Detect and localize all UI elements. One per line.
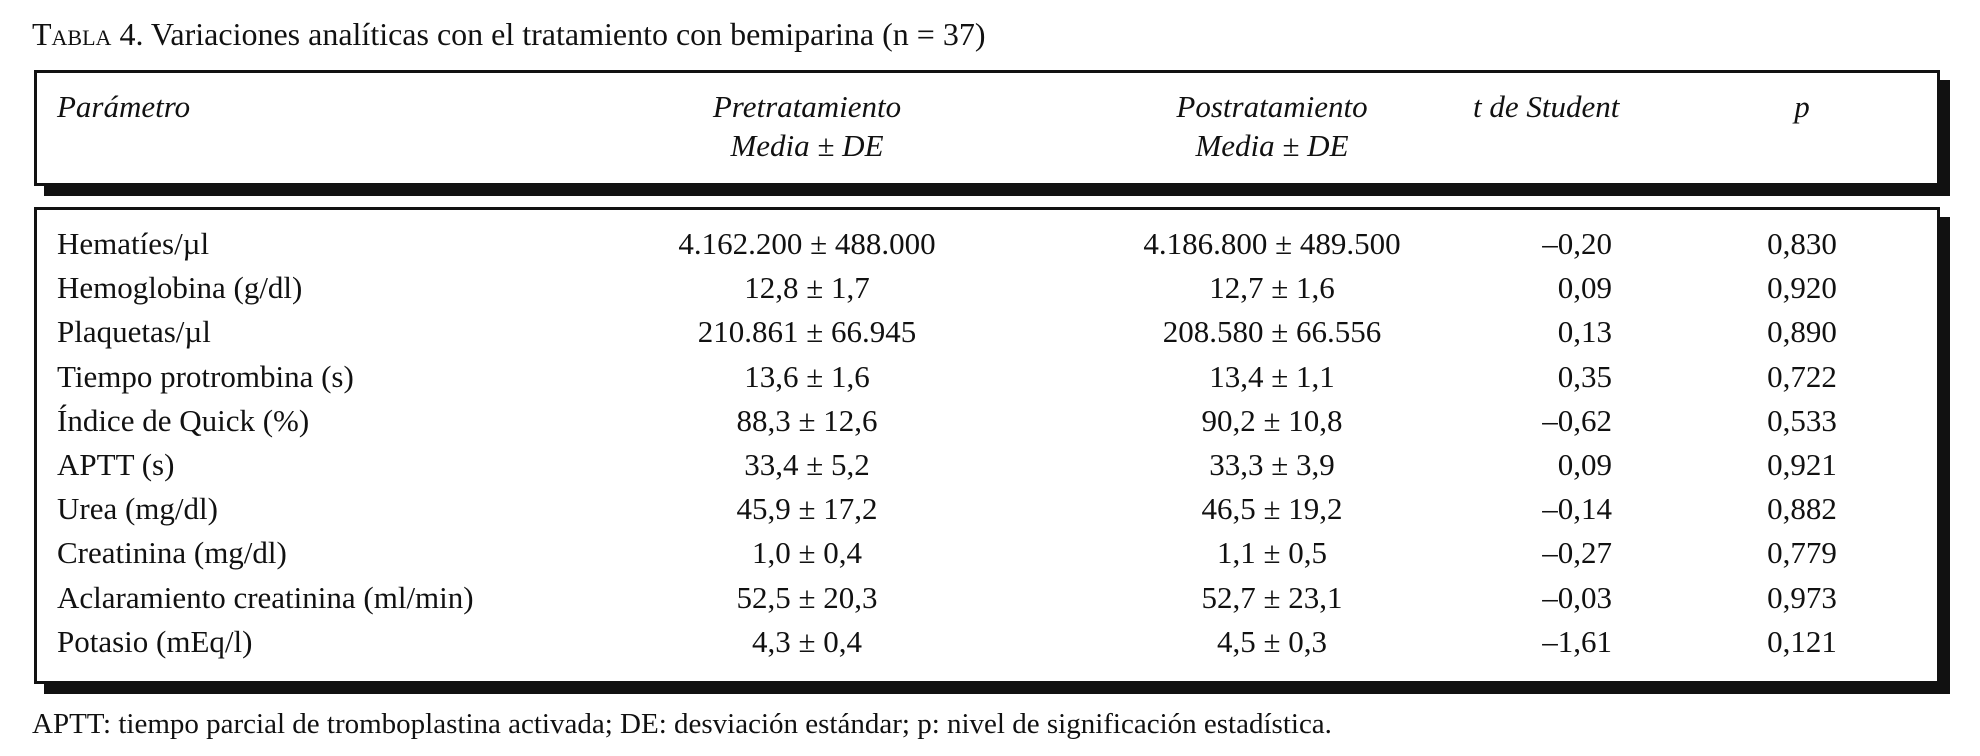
cell-posttreatment: 12,7 ± 1,6 — [1209, 270, 1335, 306]
cell-posttreatment: 52,7 ± 23,1 — [1201, 579, 1343, 615]
cell-parameter: Hematíes/µl — [57, 226, 210, 261]
cell-pretreatment: 45,9 ± 17,2 — [736, 491, 878, 527]
cell-parameter: Tiempo protrombina (s) — [57, 358, 354, 394]
cell-t-student: –0,14 — [1542, 491, 1612, 527]
cell-pretreatment: 4.162.200 ± 488.000 — [678, 226, 936, 261]
cell-p-value: 0,890 — [1767, 314, 1837, 350]
table-caption-text: 4. Variaciones analíticas con el tratamiento con bemiparina (n = 37) — [111, 16, 986, 52]
cell-t-student: –1,61 — [1542, 623, 1612, 659]
cell-p-value: 0,779 — [1767, 535, 1837, 571]
table-row — [37, 399, 1937, 443]
cell-pretreatment: 33,4 ± 5,2 — [744, 447, 870, 482]
cell-posttreatment: 4.186.800 ± 489.500 — [1143, 226, 1401, 261]
header-parameter: Parámetro — [57, 89, 191, 124]
header-t-student: t de Student — [1473, 89, 1620, 124]
table-row — [37, 487, 1937, 531]
cell-parameter: Urea (mg/dl) — [57, 491, 218, 527]
cell-t-student: –0,03 — [1542, 579, 1612, 615]
table-row — [37, 222, 1937, 266]
cell-posttreatment: 1,1 ± 0,5 — [1216, 535, 1327, 571]
table-body — [34, 207, 1940, 684]
table-row — [37, 355, 1937, 399]
cell-parameter: Índice de Quick (%) — [57, 402, 310, 438]
cell-parameter: Potasio (mEq/l) — [57, 623, 253, 659]
cell-posttreatment: 33,3 ± 3,9 — [1209, 447, 1335, 482]
cell-p-value: 0,722 — [1767, 358, 1837, 394]
table-row — [37, 576, 1937, 620]
cell-pretreatment: 210.861 ± 66.945 — [697, 314, 917, 350]
cell-p-value: 0,882 — [1767, 491, 1837, 527]
cell-parameter: Creatinina (mg/dl) — [57, 535, 287, 571]
header-pretreatment-title: Pretratamiento — [712, 89, 902, 124]
cell-t-student: –0,27 — [1542, 535, 1612, 571]
header-posttreatment — [1062, 87, 1482, 165]
table-row — [37, 443, 1937, 487]
cell-p-value: 0,830 — [1767, 226, 1837, 261]
cell-pretreatment: 1,0 ± 0,4 — [751, 535, 862, 571]
cell-t-student: –0,20 — [1542, 226, 1612, 261]
table-row — [37, 620, 1937, 664]
cell-t-student: 0,09 — [1557, 270, 1612, 306]
cell-p-value: 0,921 — [1767, 447, 1837, 482]
header-posttreatment-subtitle: Media ± DE — [1195, 128, 1349, 163]
header-p-value: p — [1794, 89, 1810, 124]
cell-parameter: Hemoglobina (g/dl) — [57, 270, 303, 306]
header-pretreatment — [597, 87, 1017, 165]
cell-pretreatment: 88,3 ± 12,6 — [736, 402, 878, 438]
cell-pretreatment: 12,8 ± 1,7 — [744, 270, 870, 306]
header-pretreatment-subtitle: Media ± DE — [730, 128, 884, 163]
table-row — [37, 266, 1937, 310]
cell-pretreatment: 4,3 ± 0,4 — [751, 623, 862, 659]
cell-posttreatment: 13,4 ± 1,1 — [1209, 358, 1335, 394]
table-row — [37, 310, 1937, 354]
cell-p-value: 0,533 — [1767, 402, 1837, 438]
cell-parameter: APTT (s) — [57, 447, 175, 482]
cell-p-value: 0,973 — [1767, 579, 1837, 615]
cell-p-value: 0,920 — [1767, 270, 1837, 306]
cell-posttreatment: 90,2 ± 10,8 — [1201, 402, 1343, 438]
table-row — [37, 531, 1937, 575]
cell-parameter: Plaquetas/µl — [57, 314, 211, 350]
cell-posttreatment: 4,5 ± 0,3 — [1216, 623, 1327, 659]
cell-pretreatment: 52,5 ± 20,3 — [736, 579, 878, 615]
cell-parameter: Aclaramiento creatinina (ml/min) — [57, 579, 474, 615]
cell-posttreatment: 46,5 ± 19,2 — [1201, 491, 1343, 527]
table-caption — [32, 14, 985, 54]
cell-p-value: 0,121 — [1767, 623, 1837, 659]
cell-pretreatment: 13,6 ± 1,6 — [744, 358, 870, 394]
table-caption-label: Tabla — [32, 16, 112, 52]
header-posttreatment-title: Postratamiento — [1176, 89, 1368, 124]
cell-t-student: 0,35 — [1557, 358, 1612, 394]
table-footnote: APTT: tiempo parcial de tromboplastina activada; DE: desviación estándar; p: nivel de significación estadística. — [32, 708, 1332, 740]
cell-t-student: –0,62 — [1542, 402, 1612, 438]
cell-posttreatment: 208.580 ± 66.556 — [1162, 314, 1382, 350]
table-header — [34, 70, 1940, 186]
cell-t-student: 0,13 — [1557, 314, 1612, 350]
cell-t-student: 0,09 — [1557, 447, 1612, 482]
